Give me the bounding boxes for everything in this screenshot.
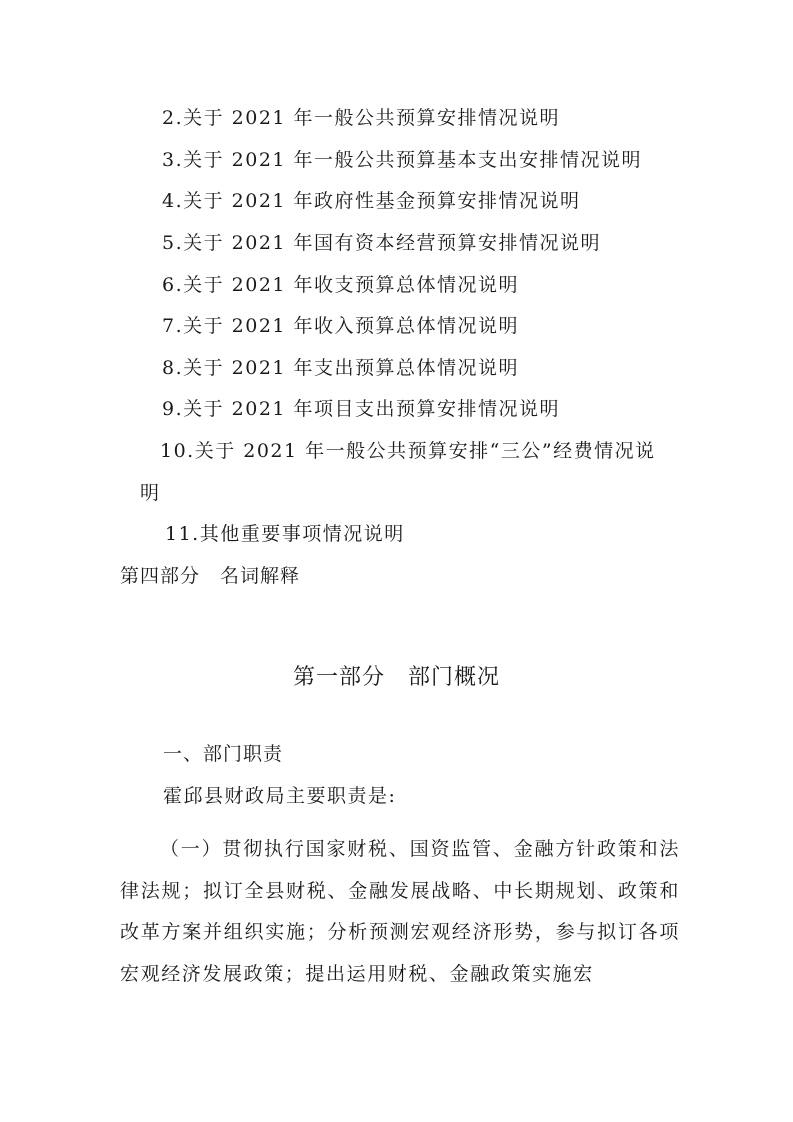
toc-item-8: 8.关于 2021 年支出预算总体情况说明 [162, 357, 520, 379]
toc-item-4: 4.关于 2021 年政府性基金预算安排情况说明 [162, 190, 581, 212]
section-heading: 一、部门职责 [163, 743, 284, 765]
toc-item-3: 3.关于 2021 年一般公共预算基本支出安排情况说明 [162, 149, 643, 171]
toc-item-5: 5.关于 2021 年国有资本经营预算安排情况说明 [162, 232, 602, 254]
body-paragraph: （一）贯彻执行国家财税、国资监管、金融方针政策和法律法规；拟订全县财税、金融发展战略、中长期规划、政策和改革方案并组织实施；分析预测宏观经济形势，参与拟订各项宏观经济发展政策；提出运用财税、金融政策实施宏 [120, 838, 680, 985]
part1-title: 第一部分 部门概况 [292, 665, 500, 690]
toc-item-7: 7.关于 2021 年收入预算总体情况说明 [162, 315, 520, 337]
intro-line: 霍邱县财政局主要职责是: [163, 785, 397, 807]
toc-item-2: 2.关于 2021 年一般公共预算安排情况说明 [162, 107, 561, 129]
toc-item-9: 9.关于 2021 年项目支出预算安排情况说明 [162, 398, 561, 420]
toc-item-10-continued: 明 [140, 482, 161, 504]
toc-item-11: 11.其他重要事项情况说明 [165, 523, 405, 545]
part4-heading: 第四部分 名词解释 [120, 565, 301, 587]
toc-item-10: 10.关于 2021 年一般公共预算安排“三公”经费情况说 [160, 440, 656, 462]
toc-item-6: 6.关于 2021 年收支预算总体情况说明 [162, 274, 520, 296]
